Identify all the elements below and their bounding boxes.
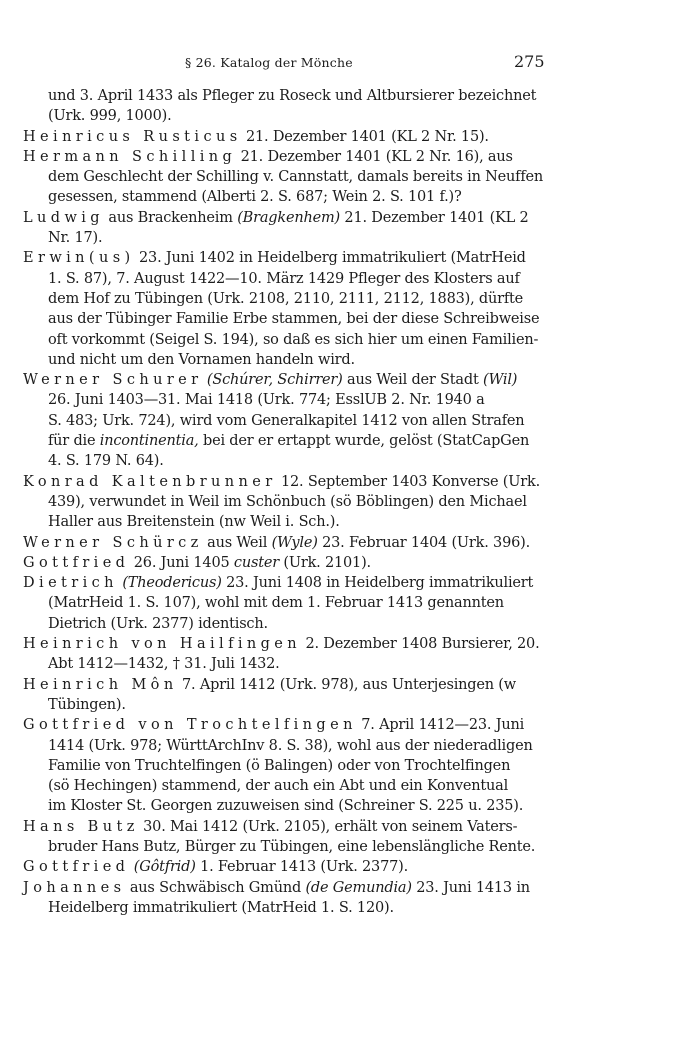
- catalog-entry: [23, 533, 545, 553]
- catalog-entry: [23, 208, 545, 249]
- catalog-entry: [23, 147, 545, 208]
- catalog-entry: [23, 248, 545, 370]
- entry-text: 12. September 1403 Konverse (Urk. 439), verwundet in Weil im Schönbuch (sö Böblingen) den Michael Haller aus Breitenstein (nw Weil i. Sch.).: [48, 473, 540, 531]
- monk-name: Johannes: [23, 879, 126, 896]
- entry-text: 23. Juni 1413 in Heidelberg immatrikuliert (MatrHeid 1. S. 120).: [48, 879, 530, 916]
- catalog-entry: [23, 715, 545, 816]
- catalog-entry: [23, 634, 545, 675]
- entry-text: aus Weil: [202, 534, 272, 551]
- monk-name: Heinricus Rusticus: [23, 128, 242, 145]
- entry-text: 26. Juni 1405: [129, 554, 234, 571]
- entry-text: 1. Februar 1413 (Urk. 2377).: [195, 859, 408, 876]
- catalog-entry: [23, 878, 545, 919]
- entry-text: 26. Juni 1403—31. Mai 1418 (Urk. 774; EsslUB 2. Nr. 1940 a S. 483; Urk. 724), wird vom Generalkapitel 1412 von allen Strafen für die: [48, 392, 525, 450]
- catalog-entry: [23, 573, 545, 634]
- entry-text: 21. Dezember 1401 (KL 2 Nr. 15).: [241, 128, 489, 145]
- place-variant: (Wyle): [271, 534, 318, 551]
- entry-text: 30. Mai 1412 (Urk. 2105), erhält von seinem Vaters- bruder Hans Butz, Bürger zu Tübingen, eine lebenslängliche Rente.: [48, 818, 536, 855]
- entry-text: 23. Juni 1402 in Heidelberg immatrikuliert (MatrHeid 1. S. 87), 7. August 1422—10. März 1429 Pfleger des Klosters auf dem Hof zu Tübingen (Urk. 2108, 2110, 2111, 2112, 1883), dürfte aus der Tübinger Familie Erbe stammen, bei der diese Schreibweise oft vorkommt (Seigel S. 194), so daß es sich hier um einen Familien- und nicht um den Vornamen handeln wird.: [48, 250, 540, 368]
- place-variant: (de Gemundia): [305, 879, 412, 896]
- catalog-entry: [23, 127, 545, 147]
- entry-text: bei der er ertappt wurde, gelöst (StatCapGen 4. S. 179 N. 64).: [48, 433, 530, 470]
- monk-name: Ludwig: [23, 209, 104, 226]
- latin-term: incontinentia,: [99, 433, 199, 450]
- monk-name: Erwin(us): [23, 250, 135, 267]
- monk-name: Gottfried: [23, 859, 130, 876]
- entry-text: aus Brackenheim: [103, 209, 238, 226]
- monk-name: Werner Schurer: [23, 372, 203, 389]
- running-head: § 26. Katalog der Mönche: [185, 55, 353, 70]
- catalog-entry: [23, 553, 545, 573]
- catalog-entry: [23, 817, 545, 858]
- entry-text: aus Weil der Stadt: [342, 372, 483, 389]
- entry-text: 23. Juni 1408 in Heidelberg immatrikuliert (MatrHeid 1. S. 107), wohl mit dem 1. Februar 1413 genannten Dietrich (Urk. 2377) identisch.: [48, 575, 534, 632]
- name-variant: (Gôtfrid): [129, 859, 196, 876]
- monk-name: Dietrich: [23, 575, 118, 592]
- monk-name: Heinrich Môn: [23, 676, 178, 693]
- catalog-entry: [23, 675, 545, 716]
- entry-text: aus Schwäbisch Gmünd: [125, 879, 306, 896]
- monk-name: Hans Butz: [23, 818, 139, 835]
- entry-text: 23. Februar 1404 (Urk. 396).: [317, 534, 531, 551]
- name-variant: (Bragkenhem): [237, 209, 341, 226]
- page-header: [0, 52, 700, 76]
- name-variant: (Theodericus): [117, 575, 222, 592]
- catalog-entry: [23, 857, 545, 877]
- entry-text: 7. April 1412—23. Juni 1414 (Urk. 978; WürttArchInv 8. S. 38), wohl aus der niederadligen Familie von Truchtelfingen (ö Balingen) oder von Trochtelfingen (sö Hechingen) stammend, der auch ein Abt und ein Konventual im Kloster St. Georgen zuzuweisen sind (Schreiner S. 225 u. 235).: [48, 717, 533, 815]
- entry-text: (Urk. 2101).: [278, 554, 371, 571]
- entry-text: 21. Dezember 1401 (KL 2 Nr. 16), aus dem Geschlecht der Schilling v. Cannstatt, damals bereits in Neuffen gesessen, stammend (Alberti 2. S. 687; Wein 2. S. 101 f.)?: [48, 148, 544, 206]
- monk-name: Werner Schürcz: [23, 534, 203, 551]
- office-term: custer: [233, 554, 279, 571]
- monk-catalog-text: [23, 86, 545, 918]
- entry-text: und 3. April 1433 als Pfleger zu Roseck und Altbursierer bezeichnet (Urk. 999, 1000).: [48, 88, 537, 125]
- monk-name: Heinrich von Hailfingen: [23, 636, 302, 653]
- monk-name: Gottfried: [23, 554, 130, 571]
- monk-name: Konrad Kaltenbrunner: [23, 473, 277, 490]
- entry-text: 7. April 1412 (Urk. 978), aus Unterjesingen (w Tübingen).: [48, 676, 516, 713]
- place-variant: (Wil): [482, 372, 518, 389]
- catalog-entry: [23, 472, 545, 533]
- entry-text: 21. Dezember 1401 (KL 2 Nr. 17).: [48, 209, 529, 247]
- page-number: 275: [514, 52, 545, 71]
- monk-name: Gottfried von Trochtelfingen: [23, 717, 357, 734]
- entry-text: 2. Dezember 1408 Bursierer, 20. Abt 1412—1432, † 31. Juli 1432.: [48, 636, 540, 673]
- name-variant: (Schúrer, Schirrer): [202, 372, 343, 389]
- catalog-entry: [23, 370, 545, 471]
- monk-name: Hermann Schilling: [23, 148, 237, 165]
- catalog-entry-continuation: [23, 86, 545, 127]
